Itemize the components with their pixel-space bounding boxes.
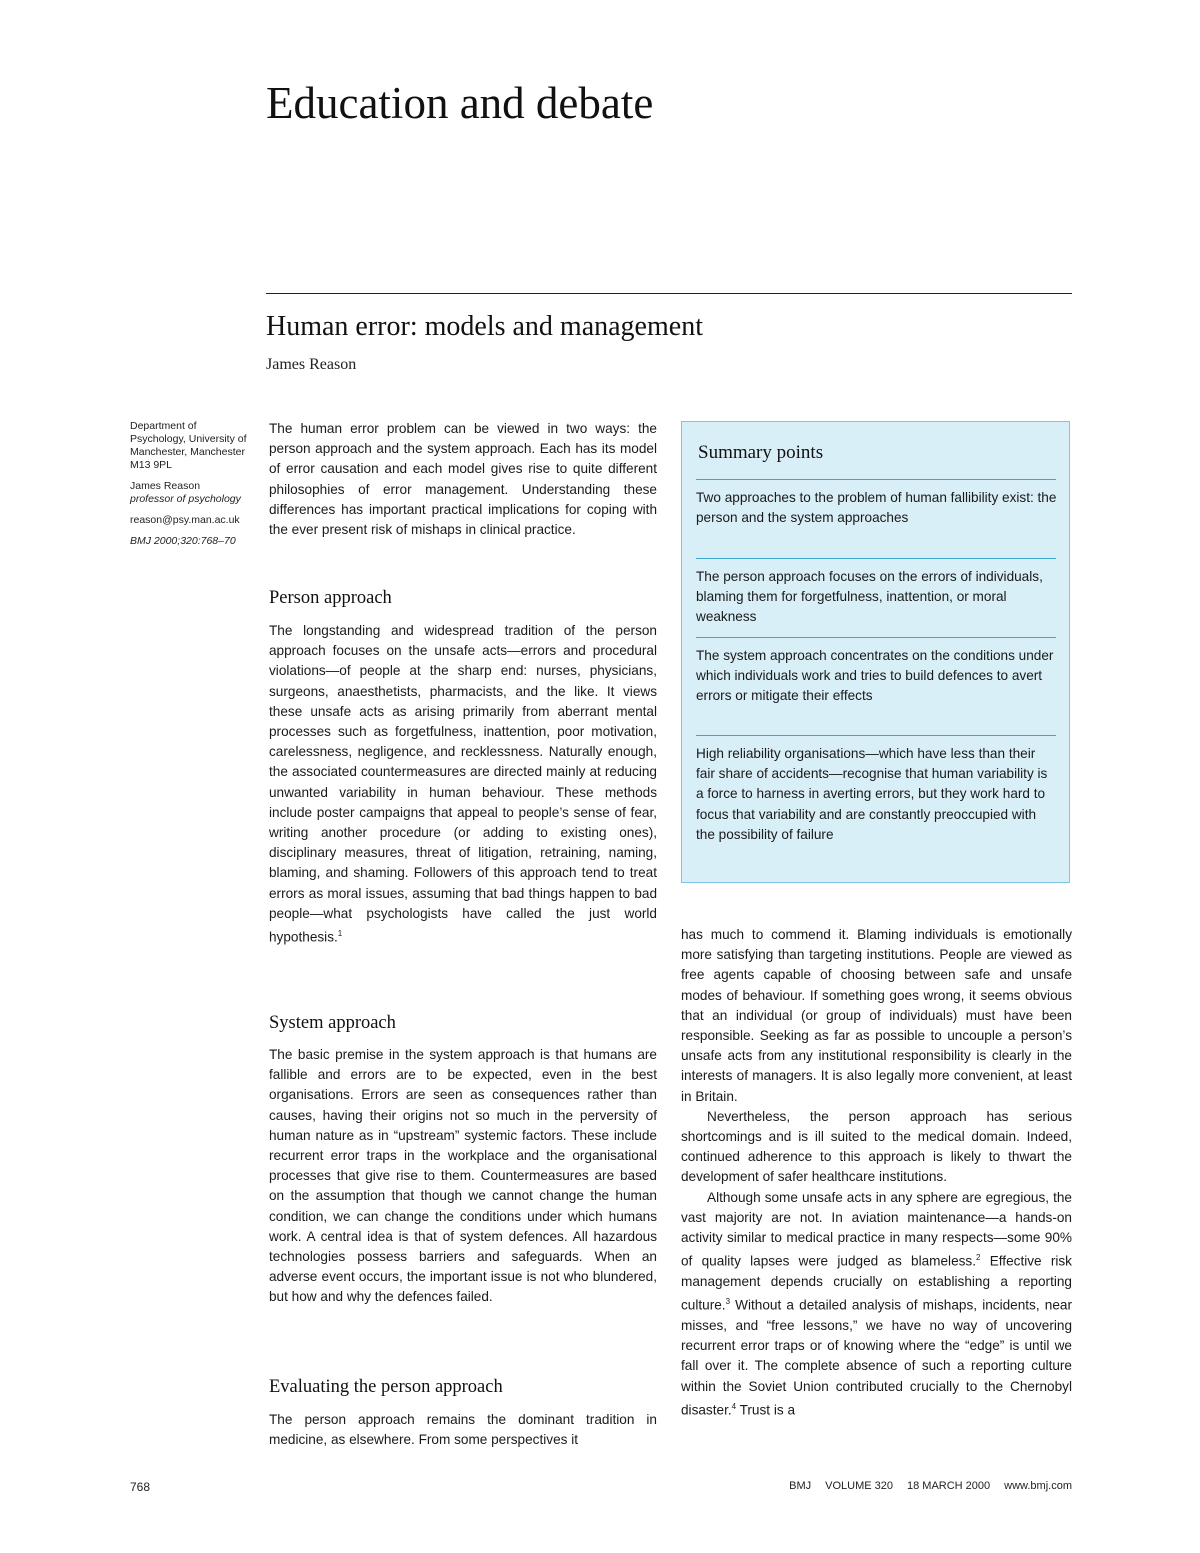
journal-volume: VOLUME 320 (825, 1480, 893, 1492)
reference-marker: 3 (725, 1297, 731, 1307)
right-column (681, 925, 1072, 1420)
author-role: professor of psychology (130, 493, 241, 505)
summary-divider (696, 735, 1056, 736)
summary-point: Two approaches to the problem of human fallibility exist: the person and the system approaches (696, 490, 1057, 526)
right-p3-part: Effective risk management depends crucially on establishing a reporting culture. (681, 1253, 1072, 1313)
summary-point: High reliability organisations—which have less than their fair share of accidents—recognise that human variability is a force to harness in averting errors, but they work hard to focus that variability and are constantly preoccupied with the possibility of failure (696, 746, 1048, 842)
summary-point: The person approach focuses on the errors of individuals, blaming them for forgetfulness, inattention, or moral weakness (696, 569, 1043, 625)
intro-text: The human error problem can be viewed in two ways: the person approach and the system approach. Each has its model of error causation and each model gives rise to quite different philosophies of error management. Understanding these differences has important practical implications for coping with the ever present risk of mishaps in clinical practice. (269, 421, 657, 538)
right-paragraph-3 (681, 1188, 1072, 1421)
right-p3-part: Trust is a (736, 1402, 795, 1418)
journal-website[interactable]: www.bmj.com (1004, 1480, 1072, 1492)
affiliation: Department of Psychology, University of Manchester, Manchester M13 9PL (130, 420, 247, 471)
evaluating-heading-wrap (269, 1375, 503, 1399)
system-approach-text: The basic premise in the system approach is that humans are fallible and errors are to be expected, even in the best organisations. Errors are seen as consequences rather than causes, having their origins not so much in the perversity of human nature as in “upstream” systemic factors. These include recurrent error traps in the workplace and the organisational processes that give rise to them. Countermeasures are based on the assumption that though we cannot change the human condition, we can change the conditions under which humans work. A central idea is that of system defences. All hazardous technologies possess barriers and safeguards. When an adverse event occurs, the important issue is not who blundered, but how and why the defences failed. (269, 1047, 657, 1305)
journal-footer (720, 1480, 1072, 1492)
summary-title: Summary points (698, 442, 824, 463)
author-email[interactable]: reason@psy.man.ac.uk (130, 514, 240, 526)
system-approach-body (269, 1045, 657, 1308)
evaluating-text: The person approach remains the dominant tradition in medicine, as elsewhere. From some perspectives it (269, 1412, 657, 1448)
person-approach-heading: Person approach (269, 588, 392, 608)
right-paragraph-2: Nevertheless, the person approach has serious shortcomings and is ill suited to the medical domain. Indeed, continued adherence to this approach is likely to thwart the development of safer healthcare institutions. (681, 1108, 1072, 1185)
evaluating-heading: Evaluating the person approach (269, 1377, 503, 1397)
title-rule (266, 293, 1072, 294)
journal-name: BMJ (789, 1480, 812, 1492)
article-author: James Reason (266, 356, 357, 373)
person-approach-text: The longstanding and widespread tradition of the person approach focuses on the unsafe acts—errors and procedural violations—of people at the sharp end: nurses, physicians, surgeons, anaesthetists, pharmacists, and the like. It views these unsafe acts as arising primarily from aberrant mental processes such as forgetfulness, inattention, poor motivation, carelessness, negligence, and recklessness. Naturally enough, the associated countermeasures are directed mainly at reducing unwanted variability in human behaviour. These methods include poster campaigns that appeal to people’s sense of fear, writing another procedure (or adding to existing ones), disciplinary measures, threat of litigation, retraining, naming, blaming, and shaming. Followers of this approach tend to treat errors as moral issues, assuming that bad things happen to bad people—what psychologists have called the just world hypothesis. (269, 623, 657, 945)
person-approach-heading-wrap (269, 586, 392, 610)
summary-divider (696, 637, 1056, 638)
system-approach-heading-wrap (269, 1011, 396, 1035)
author-name: James Reason (130, 480, 201, 492)
system-approach-heading: System approach (269, 1013, 396, 1033)
author-sidebar (130, 420, 250, 556)
right-p3-part: Although some unsafe acts in any sphere are egregious, the vast majority are not. In aviation maintenance—a hands-on activity similar to medical practice in many respects—some 90% of quality lapses were judged as blameless. (681, 1189, 1072, 1269)
reference-marker: 4 (731, 1401, 737, 1411)
citation: BMJ 2000;320:768–70 (130, 535, 236, 547)
author-info (130, 480, 250, 506)
right-p3-part: Without a detailed analysis of mishaps, incidents, near misses, and “free lessons,” we have no way of uncovering recurrent error traps or of knowing where the “edge” is until we fall over it. The complete absence of such a reporting culture within the Soviet Union contributed crucially to the Chernobyl disaster. (681, 1297, 1072, 1418)
journal-date: 18 MARCH 2000 (907, 1480, 991, 1492)
page-number: 768 (130, 1480, 151, 1494)
evaluating-body (269, 1410, 657, 1450)
section-heading: Education and debate (266, 78, 654, 128)
person-approach-body (269, 621, 657, 948)
reference-marker: 2 (976, 1253, 981, 1263)
reference-marker: 1 (337, 929, 343, 939)
article-title: Human error: models and management (266, 311, 703, 342)
summary-box (681, 421, 1070, 883)
summary-divider (696, 479, 1056, 480)
right-paragraph-1: has much to commend it. Blaming individuals is emotionally more satisfying than targeting institutions. People are viewed as free agents capable of choosing between safe and unsafe modes of behaviour. If something goes wrong, it seems obvious that an individual (or group of individuals) must have been responsible. Seeking as far as possible to uncouple a person’s unsafe acts from any institutional responsibility is clearly in the interests of managers. It is also legally more convenient, at least in Britain. (681, 927, 1072, 1104)
summary-divider (696, 558, 1056, 559)
intro-paragraph (269, 419, 657, 540)
summary-point: The system approach concentrates on the conditions under which individuals work and tries to build defences to avert errors or mitigate their effects (696, 648, 1054, 704)
